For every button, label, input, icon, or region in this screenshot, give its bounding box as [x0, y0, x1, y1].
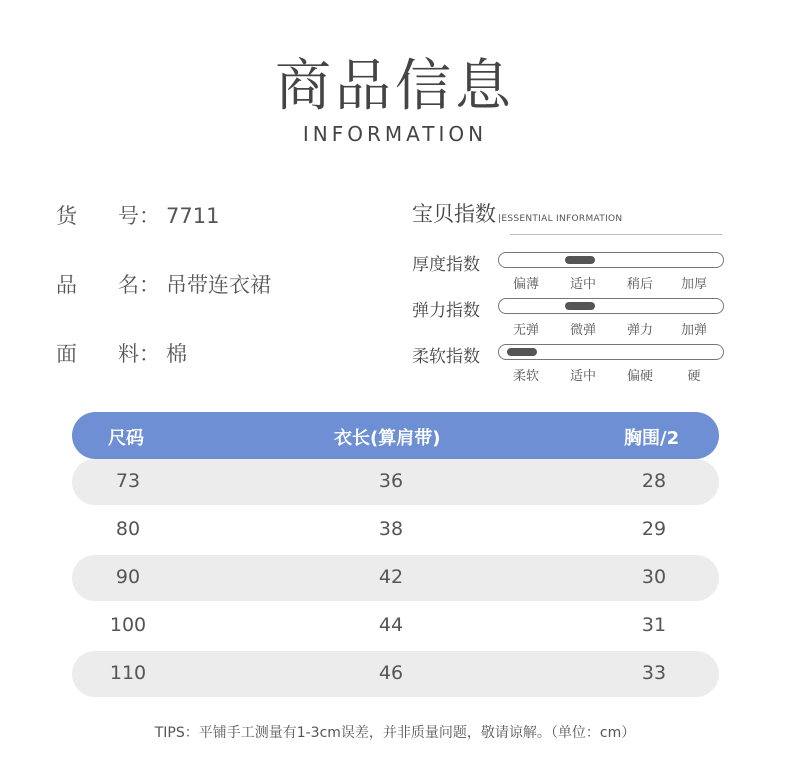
index-slider-track [498, 252, 724, 268]
table-cell: 73 [115, 470, 141, 492]
fabric-row [56, 338, 187, 368]
product-code-row [56, 200, 219, 230]
fabric-key1: 面 [56, 342, 77, 366]
index-option: 微弹 [569, 323, 596, 338]
table-row [72, 555, 719, 601]
table-cell: 30 [641, 566, 667, 588]
table-cell: 38 [378, 518, 404, 540]
table-cell: 29 [641, 518, 667, 540]
index-option: 弹力 [626, 323, 653, 338]
table-row [72, 459, 719, 505]
header-chest: 胸围/2 [624, 428, 680, 449]
index-option: 加厚 [680, 277, 707, 292]
index-slider-track [498, 344, 724, 360]
table-cell: 42 [378, 566, 404, 588]
index-option: 偏硬 [626, 369, 653, 384]
product-name-key2: 名： [118, 273, 160, 297]
index-label: 弹力指数 [412, 301, 480, 321]
index-option: 柔软 [512, 369, 539, 384]
index-option: 加弹 [680, 323, 707, 338]
index-title: 宝贝指数 [412, 202, 496, 226]
page-subtitle: INFORMATION [302, 122, 488, 146]
index-slider-knob [507, 348, 537, 356]
table-cell: 90 [115, 566, 141, 588]
tips-note: TIPS：平铺手工测量有1-3cm误差，并非质量问题，敬请谅解。（单位：cm） [154, 725, 636, 741]
index-label: 柔软指数 [412, 347, 480, 367]
index-slider-track [498, 298, 724, 314]
index-slider-knob [565, 302, 595, 310]
table-cell: 100 [109, 614, 147, 636]
table-cell: 80 [115, 518, 141, 540]
table-cell: 36 [378, 470, 404, 492]
index-option: 偏薄 [512, 277, 539, 292]
index-label: 厚度指数 [412, 255, 480, 275]
header-size: 尺码 [108, 428, 144, 449]
index-option: 无弹 [512, 323, 539, 338]
product-code-value: 7711 [166, 204, 220, 228]
table-row [72, 603, 719, 649]
product-name-value: 吊带连衣裙 [166, 273, 271, 297]
index-section-title [412, 198, 622, 228]
index-slider-knob [565, 256, 595, 264]
table-row [72, 651, 719, 697]
table-cell: 28 [641, 470, 667, 492]
table-row [72, 507, 719, 553]
table-cell: 44 [378, 614, 404, 636]
fabric-value: 棉 [166, 342, 187, 366]
product-name-row [56, 269, 271, 299]
table-cell: 31 [641, 614, 667, 636]
fabric-key2: 料： [118, 342, 160, 366]
table-cell: 110 [109, 662, 147, 684]
product-code-key2: 号： [118, 204, 160, 228]
index-option: 硬 [687, 369, 701, 384]
index-title-en: |ESSENTIAL INFORMATION [498, 214, 623, 224]
index-option: 稍后 [626, 277, 653, 292]
table-cell: 46 [378, 662, 404, 684]
product-code-key1: 货 [56, 204, 77, 228]
header-length: 衣长(算肩带) [334, 428, 441, 449]
page-title: 商品信息 [275, 54, 515, 119]
index-option: 适中 [569, 277, 596, 292]
index-option: 适中 [569, 369, 596, 384]
index-divider [510, 234, 722, 235]
table-cell: 33 [641, 662, 667, 684]
product-name-key1: 品 [56, 273, 77, 297]
size-table-header [72, 412, 719, 459]
